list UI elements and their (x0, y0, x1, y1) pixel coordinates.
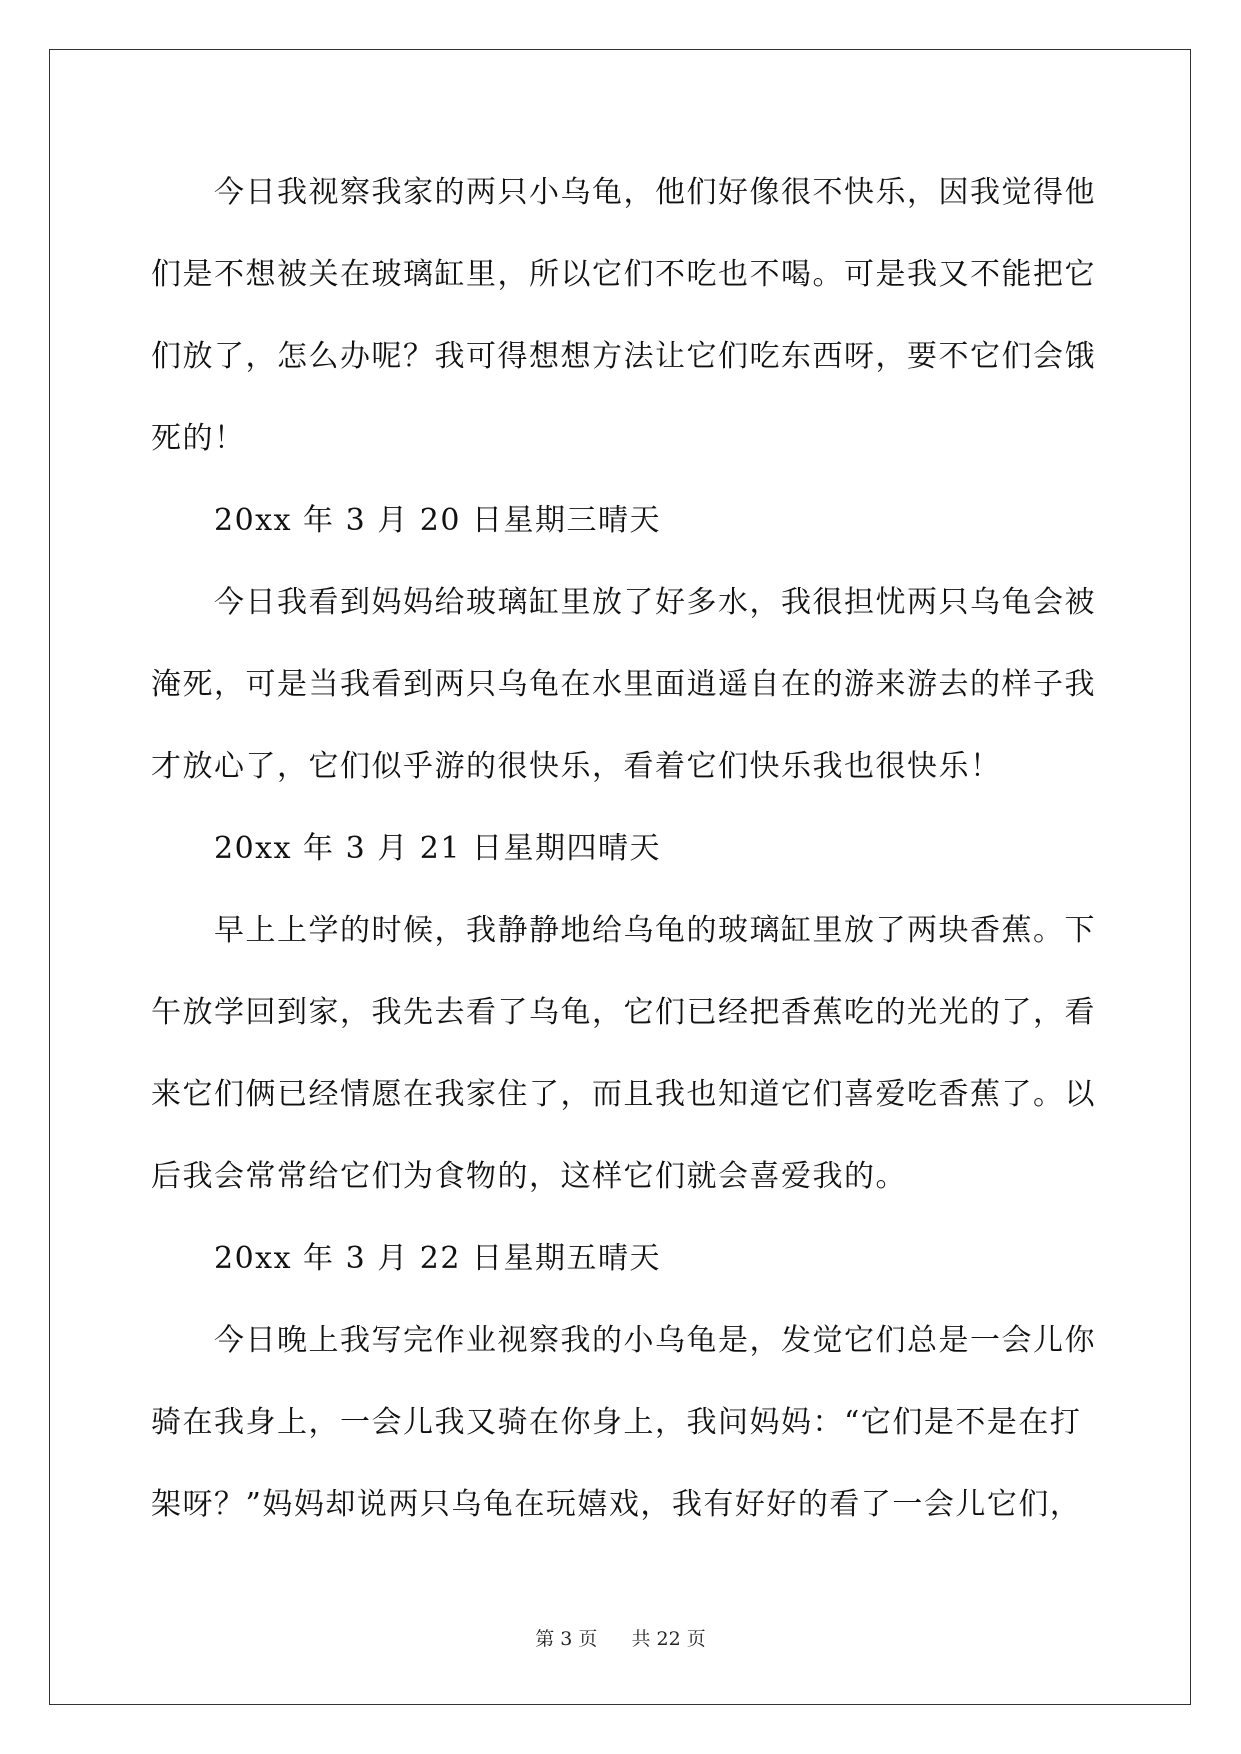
page-total: 共 22 页 (631, 1628, 706, 1650)
text-line: 们是不想被关在玻璃缸里，所以它们不吃也不喝。可是我又不能把它 (151, 257, 1096, 292)
text-line: 才放心了，它们似乎游的很快乐，看着它们快乐我也很快乐！ (151, 749, 1002, 784)
text-line: 后我会常常给它们为食物的，这样它们就会喜爱我的。 (151, 1159, 907, 1194)
text-line: 今日我视察我家的两只小乌龟，他们好像很不快乐，因我觉得他 (151, 175, 1096, 210)
text-line: 早上上学的时候，我静静地给乌龟的玻璃缸里放了两块香蕉。下 (151, 913, 1096, 948)
text-line: 架呀？”妈妈却说两只乌龟在玩嬉戏，我有好好的看了一会儿它们， (151, 1487, 1082, 1522)
text-line: 今日我看到妈妈给玻璃缸里放了好多水，我很担忧两只乌龟会被 (151, 585, 1096, 620)
date-heading: 20xx 年 3 月 21 日星期四晴天 (151, 831, 661, 866)
page-footer (0, 1624, 1241, 1651)
date-heading: 20xx 年 3 月 22 日星期五晴天 (151, 1241, 661, 1276)
text-line: 死的！ (151, 421, 246, 456)
text-line: 们放了，怎么办呢？我可得想想方法让它们吃东西呀，要不它们会饿 (151, 339, 1096, 374)
text-line: 来它们俩已经情愿在我家住了，而且我也知道它们喜爱吃香蕉了。以 (151, 1077, 1096, 1112)
page-number: 第 3 页 (535, 1628, 598, 1650)
text-line: 午放学回到家，我先去看了乌龟，它们已经把香蕉吃的光光的了，看 (151, 995, 1096, 1030)
text-line: 骑在我身上，一会儿我又骑在你身上，我问妈妈：“它们是不是在打 (151, 1405, 1082, 1440)
text-line: 淹死，可是当我看到两只乌龟在水里面逍遥自在的游来游去的样子我 (151, 667, 1096, 702)
document-body (151, 152, 1096, 1546)
date-heading: 20xx 年 3 月 20 日星期三晴天 (151, 503, 661, 538)
text-line: 今日晚上我写完作业视察我的小乌龟是，发觉它们总是一会儿你 (151, 1323, 1096, 1358)
